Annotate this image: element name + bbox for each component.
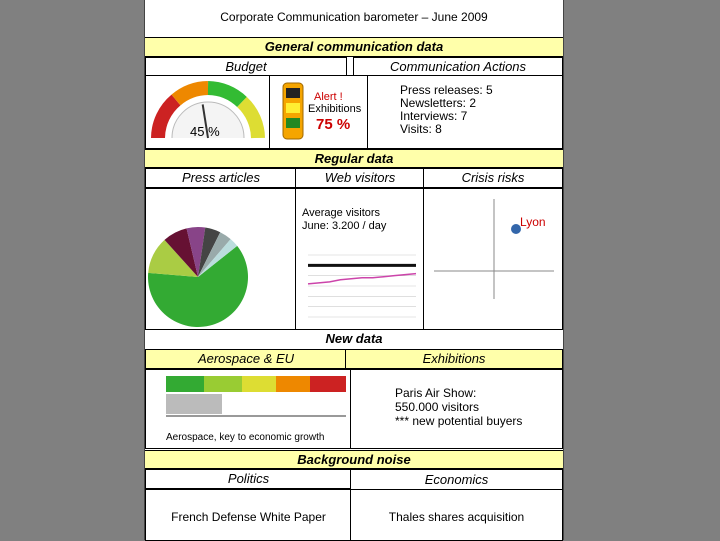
background-header: Background noise — [145, 450, 563, 469]
scale-seg-4 — [276, 376, 310, 392]
press-pie-chart — [146, 189, 296, 329]
politics-label: Politics — [145, 469, 352, 489]
series-line — [308, 274, 416, 284]
traffic-light-icon — [282, 82, 304, 140]
action-item: Visits: 8 — [400, 122, 442, 136]
economics-text: Thales shares acquisition — [388, 510, 525, 524]
crisis-panel — [423, 188, 563, 330]
gauge-green-zone — [208, 88, 242, 102]
budget-gauge-panel — [145, 75, 271, 149]
press-panel — [145, 188, 297, 330]
actions-label: Communication Actions — [353, 57, 563, 76]
press-label: Press articles — [145, 168, 297, 188]
web-text — [302, 207, 386, 233]
exhibition-panel — [350, 369, 563, 449]
actions-panel — [367, 75, 563, 149]
aero-caption: Aerospace, key to economic growth — [166, 432, 325, 443]
alert-sub: Exhibitions — [308, 103, 362, 115]
exhibition-line: 550.000 visitors — [395, 400, 480, 414]
aero-scale-chart — [146, 370, 351, 428]
web-label: Web visitors — [295, 168, 425, 188]
general-header: General communication data — [145, 37, 563, 57]
new-data-header: New data — [145, 330, 563, 347]
web-text-line: Average visitors — [302, 207, 381, 219]
action-item: Press releases: 5 — [400, 83, 493, 97]
crisis-matrix — [424, 189, 562, 329]
scale-seg-1 — [166, 376, 204, 392]
action-item: Interviews: 7 — [400, 109, 468, 123]
scale-seg-3 — [242, 376, 276, 392]
alert-value: 75 % — [316, 116, 351, 133]
politics-text: French Defense White Paper — [171, 510, 326, 524]
web-panel — [295, 188, 425, 330]
exhibition-line: *** new potential buyers — [395, 414, 523, 428]
action-item: Newsletters: 2 — [400, 96, 477, 110]
barometer-page — [144, 0, 564, 540]
regular-header: Regular data — [145, 149, 563, 168]
alert-panel — [269, 75, 369, 149]
scale-seg-2 — [204, 376, 242, 392]
gauge-orange-zone — [176, 88, 208, 100]
alert-label: Alert ! — [314, 91, 343, 103]
crisis-label: Crisis risks — [423, 168, 563, 188]
scale-seg-5 — [310, 376, 346, 392]
page-title: Corporate Communication barometer – June 2009 — [220, 10, 488, 24]
gauge-percent: 45 % — [190, 124, 220, 139]
gauge-yellow-zone — [242, 102, 258, 138]
aero-level-bar — [166, 394, 222, 414]
aero-label: Aerospace & EU — [145, 349, 347, 369]
exhibition-line: Paris Air Show: — [395, 386, 477, 400]
budget-label: Budget — [145, 57, 347, 76]
aero-panel — [145, 369, 352, 449]
actions-list — [400, 84, 493, 136]
crisis-point-label: Lyon — [520, 215, 546, 229]
exhibition-text — [395, 386, 522, 428]
web-text-line: June: 3.200 / day — [302, 220, 387, 232]
economics-label: Economics — [350, 469, 563, 491]
exhibitions-label: Exhibitions — [345, 349, 563, 369]
economics-panel — [350, 489, 563, 541]
web-line-chart — [298, 251, 422, 325]
politics-panel — [145, 489, 352, 541]
